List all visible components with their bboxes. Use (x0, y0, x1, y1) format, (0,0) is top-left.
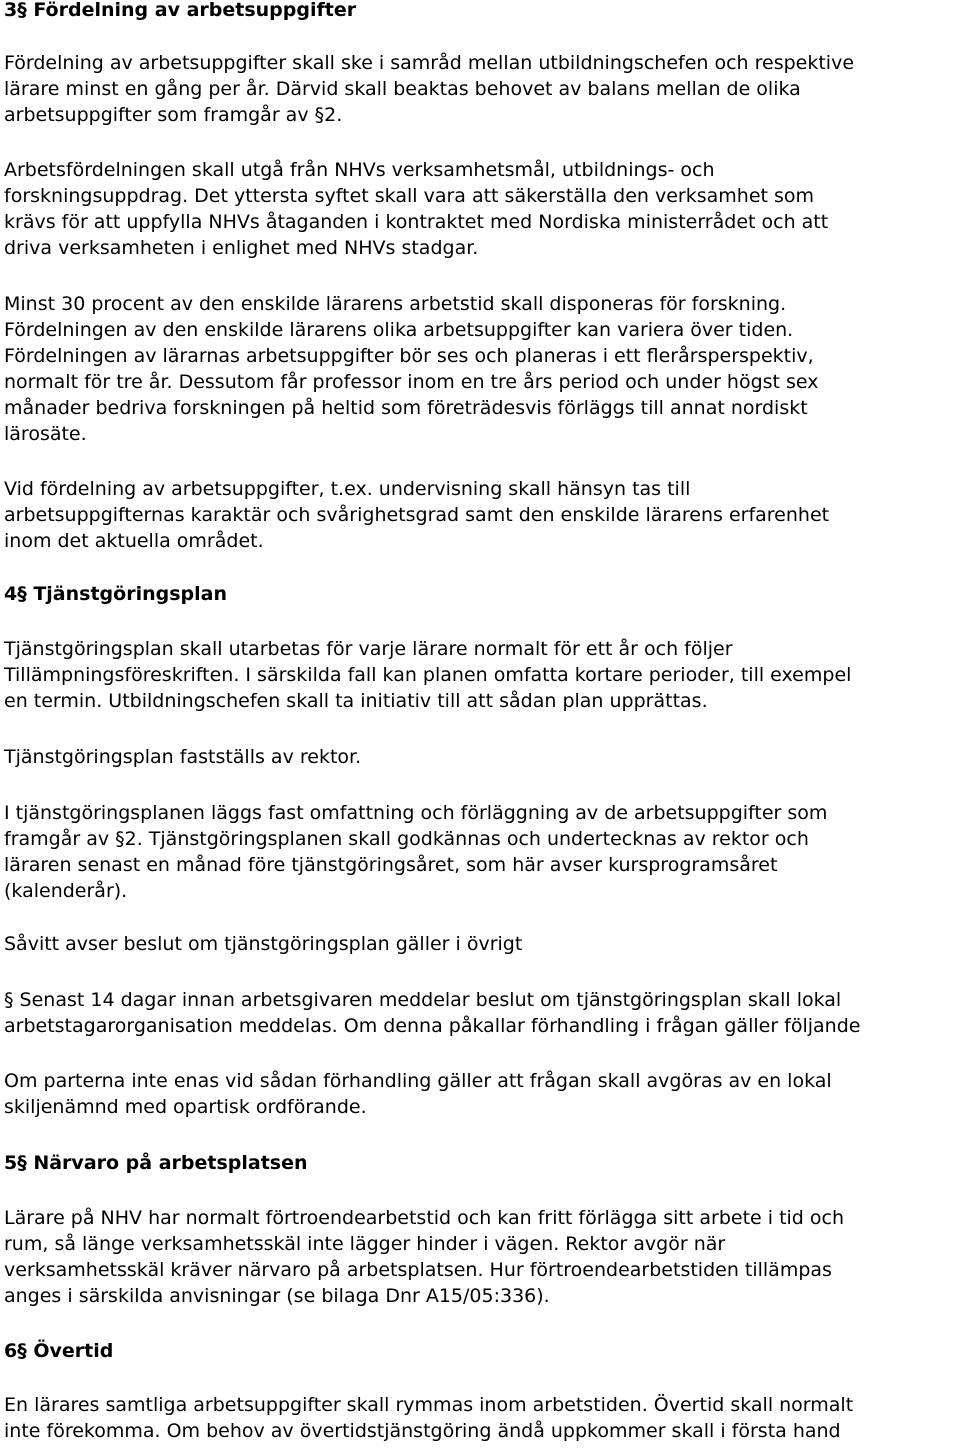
section-4-paragraph-5 (4, 987, 860, 1039)
section-6-paragraph-1 (4, 1392, 853, 1444)
text-line: Lärare på NHV har normalt förtroendearbetstid och kan fritt förlägga sitt arbete i tid och (4, 1207, 845, 1229)
text-line: Fördelning av arbetsuppgifter skall ske i samråd mellan utbildningschefen och respektive (4, 52, 855, 74)
section-3-paragraph-4 (4, 476, 829, 554)
text-line: forskningsuppdrag. Det yttersta syftet skall vara att säkerställa den verksamhet som (4, 185, 815, 207)
text-line: Minst 30 procent av den enskilde lärarens arbetstid skall disponeras för forskning. (4, 293, 787, 315)
text-line: I tjänstgöringsplanen läggs fast omfattning och förläggning av de arbetsuppgifter som (4, 802, 828, 824)
text-line: verksamhetsskäl kräver närvaro på arbetsplatsen. Hur förtroendearbetstiden tillämpas (4, 1259, 832, 1281)
text-line: En lärares samtliga arbetsuppgifter skall rymmas inom arbetstiden. Övertid skall normalt (4, 1394, 854, 1416)
text-line: arbetstagarorganisation meddelas. Om denna påkallar förhandling i frågan gäller följande (4, 1015, 861, 1037)
text-line: lärosäte. (4, 423, 87, 445)
text-line: arbetsuppgifter som framgår av §2. (4, 104, 343, 126)
text-line: framgår av §2. Tjänstgöringsplanen skall godkännas och undertecknas av rektor och (4, 828, 809, 850)
text-line: Vid fördelning av arbetsuppgifter, t.ex. undervisning skall hänsyn tas till (4, 478, 691, 500)
text-line: anges i särskilda anvisningar (se bilaga Dnr A15/05:336). (4, 1285, 550, 1307)
text-line: (kalenderår). (4, 880, 128, 902)
section-4-paragraph-4 (4, 931, 522, 957)
section-5-paragraph-1 (4, 1205, 844, 1309)
section-3-paragraph-3 (4, 291, 819, 447)
text-line: Tjänstgöringsplan fastställs av rektor. (4, 746, 362, 768)
text-line: normalt för tre år. Dessutom får professor inom en tre års period och under högst sex (4, 371, 819, 393)
text-line: inte förekomma. Om behov av övertidstjänstgöring ändå uppkommer skall i första hand (4, 1420, 841, 1442)
section-3-paragraph-1 (4, 50, 854, 128)
text-line: Tjänstgöringsplan skall utarbetas för varje lärare normalt för ett år och följer (4, 638, 733, 660)
text-line: månader bedriva forskningen på heltid som företrädesvis förläggs till annat nordiskt (4, 397, 808, 419)
text-line: Om parterna inte enas vid sådan förhandling gäller att frågan skall avgöras av en lokal (4, 1070, 832, 1092)
text-line: Arbetsfördelningen skall utgå från NHVs verksamhetsmål, utbildnings- och (4, 159, 715, 181)
text-line: Tillämpningsföreskriften. I särskilda fall kan planen omfatta kortare perioder, till exempel (4, 664, 852, 686)
text-line: inom det aktuella området. (4, 530, 264, 552)
text-line: Såvitt avser beslut om tjänstgöringsplan gäller i övrigt (4, 933, 523, 955)
section-4-paragraph-1 (4, 636, 851, 714)
section-6-heading: 6§ Övertid (4, 1340, 114, 1362)
text-line: arbetsuppgifternas karaktär och svårighetsgrad samt den enskilde lärarens erfarenhet (4, 504, 830, 526)
section-3-heading: 3§ Fördelning av arbetsuppgifter (4, 0, 357, 21)
text-line: krävs för att uppfylla NHVs åtaganden i kontraktet med Nordiska ministerrådet och att (4, 211, 829, 233)
section-4-heading: 4§ Tjänstgöringsplan (4, 583, 227, 605)
section-4-paragraph-3 (4, 800, 827, 904)
text-line: en termin. Utbildningschefen skall ta initiativ till att sådan plan upprättas. (4, 690, 708, 712)
text-line: Fördelningen av den enskilde lärarens olika arbetsuppgifter kan variera över tiden. (4, 319, 794, 341)
text-line: skiljenämnd med opartisk ordförande. (4, 1096, 367, 1118)
text-line: lärare minst en gång per år. Därvid skall beaktas behovet av balans mellan de olika (4, 78, 801, 100)
text-line: läraren senast en månad före tjänstgöringsåret, som här avser kursprogramsåret (4, 854, 778, 876)
section-4-paragraph-2 (4, 744, 361, 770)
text-line: rum, så länge verksamhetsskäl inte lägger hinder i vägen. Rektor avgör när (4, 1233, 726, 1255)
text-line: Fördelningen av lärarnas arbetsuppgifter bör ses och planeras i ett flerårsperspektiv, (4, 345, 814, 367)
section-5-heading: 5§ Närvaro på arbetsplatsen (4, 1152, 308, 1174)
text-line: § Senast 14 dagar innan arbetsgivaren meddelar beslut om tjänstgöringsplan skall lokal (4, 989, 842, 1011)
section-3-paragraph-2 (4, 157, 828, 261)
text-line: driva verksamheten i enlighet med NHVs stadgar. (4, 237, 479, 259)
section-4-paragraph-6 (4, 1068, 832, 1120)
